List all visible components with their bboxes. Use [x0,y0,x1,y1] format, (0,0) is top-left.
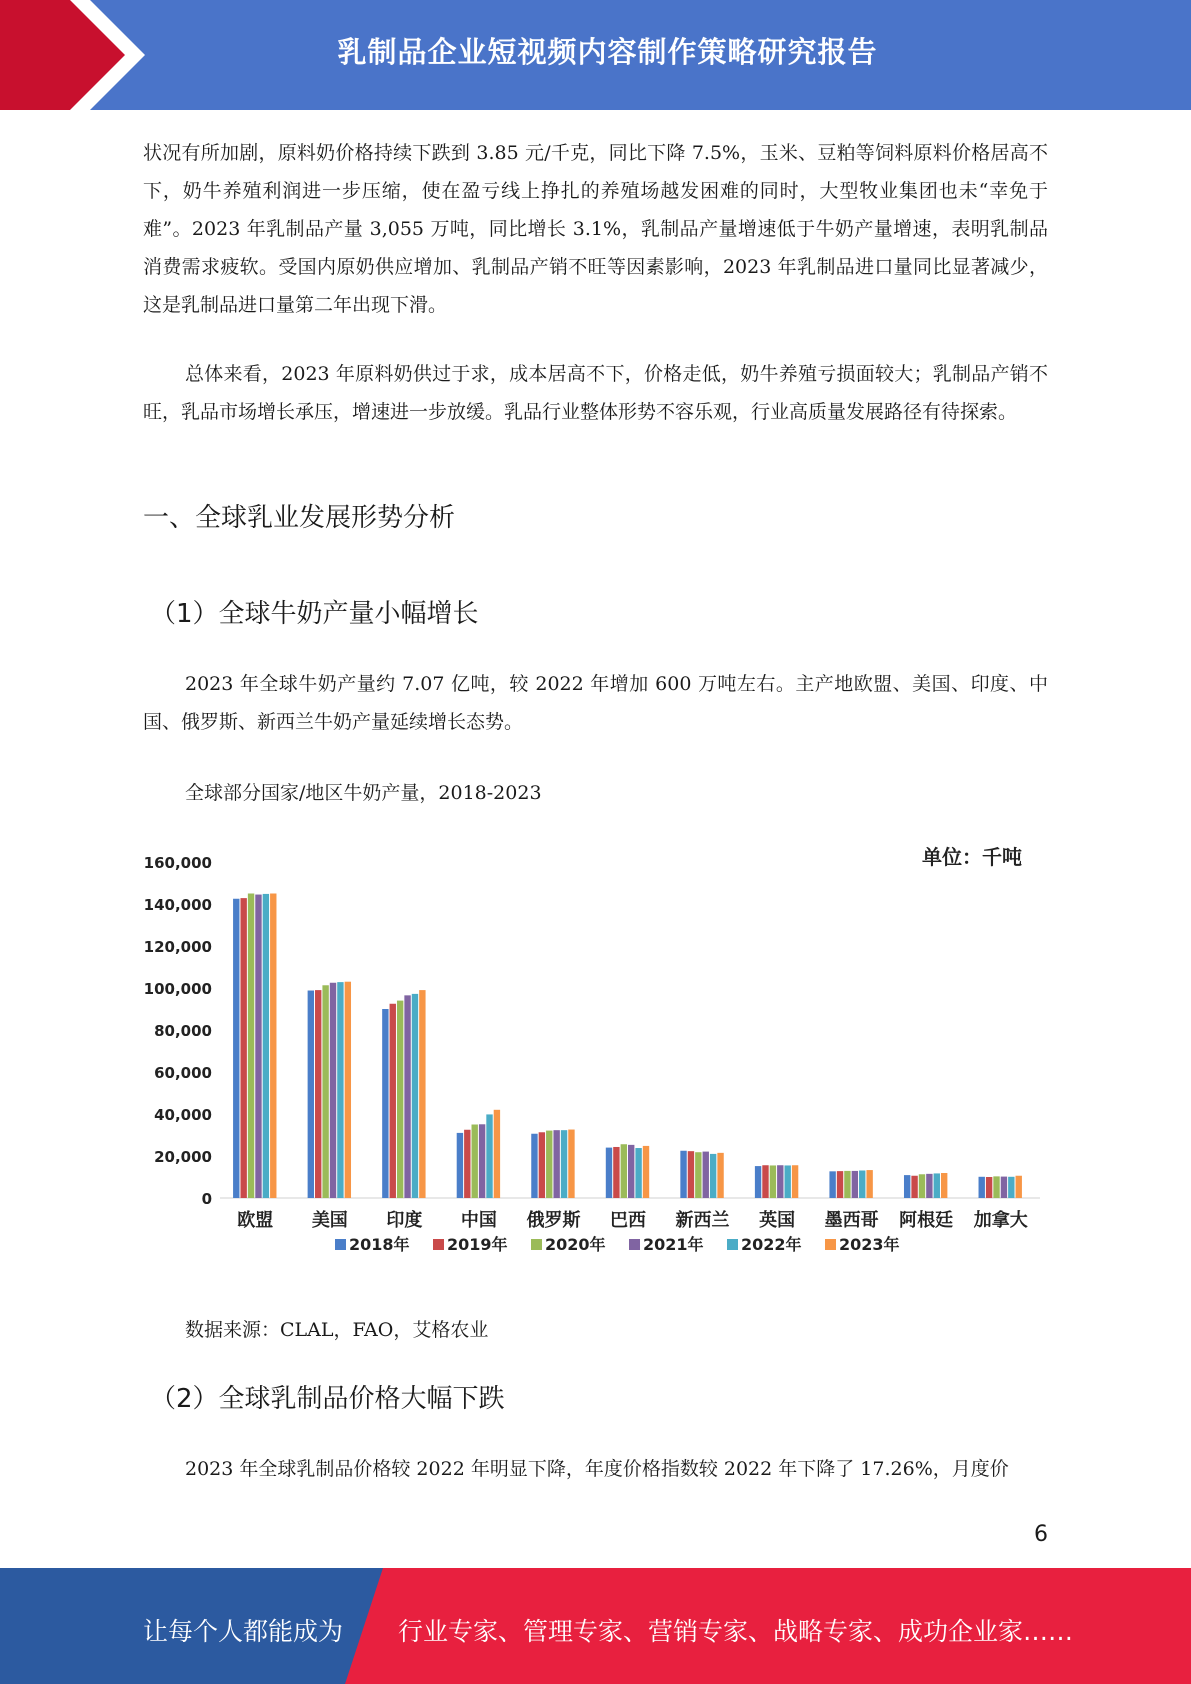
bar [703,1152,709,1198]
legend-swatch [433,1239,444,1250]
y-tick-label: 0 [201,1190,212,1208]
bar [762,1165,768,1198]
legend-label: 2019年 [447,1235,508,1254]
bar [680,1151,686,1198]
bar [546,1131,552,1198]
x-tick-label: 阿根廷 [899,1210,954,1231]
y-tick-label: 100,000 [143,980,212,998]
bar [941,1173,947,1198]
bar [688,1151,694,1198]
bar [859,1170,865,1198]
x-tick-label: 中国 [460,1210,497,1231]
bar [755,1166,761,1198]
chart-unit-label: 单位：千吨 [922,845,1022,869]
bar [926,1174,932,1198]
bar [233,899,239,1198]
bar [315,990,321,1198]
bar [561,1130,567,1198]
bar [1016,1176,1022,1198]
paragraph-3: 2023 年全球牛奶产量约 7.07 亿吨，较 2022 年增加 600 万吨左右。主产地欧盟、美国、印度、中国、俄罗斯、新西兰牛奶产量延续增长态势。 [143,673,1048,733]
bar [1001,1177,1007,1198]
bar [479,1124,485,1198]
y-tick-label: 40,000 [154,1106,212,1124]
bar [539,1132,545,1198]
bar [390,1004,396,1198]
bar [784,1165,790,1198]
legend-swatch [825,1239,836,1250]
bar [457,1133,463,1198]
bar [710,1154,716,1198]
report-header [0,0,1191,110]
bar [248,894,254,1199]
bar [472,1125,478,1199]
legend-swatch [531,1239,542,1250]
bar [419,990,425,1198]
bar [986,1177,992,1198]
chart-caption: 全球部分国家/地区牛奶产量，2018-2023 [185,782,542,804]
bar [308,991,314,1198]
section-heading: 一、全球乳业发展形势分析 [143,503,456,533]
bar [643,1146,649,1198]
milk-production-bar-chart [140,840,1060,1270]
bar [1008,1177,1014,1198]
legend-swatch [629,1239,640,1250]
bar [486,1114,492,1198]
legend-label: 2022年 [741,1235,802,1254]
bar [777,1165,783,1198]
bar [606,1148,612,1198]
legend-label: 2021年 [643,1235,704,1254]
bar [852,1171,858,1198]
bar [613,1147,619,1198]
bar [628,1145,634,1198]
legend-label: 2018年 [349,1235,410,1254]
bar [635,1148,641,1198]
bar [263,894,269,1198]
bar [345,982,351,1198]
legend-label: 2020年 [545,1235,606,1254]
footer-slogan-left: 让每个人都能成为 [143,1617,344,1646]
paragraph-1: 状况有所加剧，原料奶价格持续下跌到 3.85 元/千克，同比下降 7.5%，玉米、豆粕等饲料原料价格居高不下，奶牛养殖利润进一步压缩，使在盈亏线上挣扎的养殖场越发困难的同时，大型牧业集团也未“幸免于难”。2023 年乳制品产量 3,055 万吨，同比增长 3.1%，乳制品产量增速低于牛奶产量增速，表明乳制品消费需求疲软。受国内原奶供应增加、乳制品产销不旺等因素影响，2023 年乳制品进口量同比显著减少，这是乳制品进口量第二年出现下滑。 [143,142,1048,316]
x-tick-label: 新西兰 [675,1210,730,1231]
report-title: 乳制品企业短视频内容制作策略研究报告 [337,35,878,69]
x-tick-label: 欧盟 [237,1210,274,1231]
subsection-heading-2: （2）全球乳制品价格大幅下跌 [150,1384,505,1414]
bar [337,982,343,1198]
bar [621,1144,627,1198]
x-tick-label: 印度 [386,1210,423,1231]
legend-label: 2023年 [839,1235,900,1254]
bar [322,985,328,1198]
y-tick-label: 120,000 [143,938,212,956]
bar [911,1176,917,1198]
bar [934,1173,940,1198]
bar [270,894,276,1199]
bar [695,1152,701,1198]
paragraph-4: 2023 年全球乳制品价格较 2022 年明显下降，年度价格指数较 2022 年下降了 17.26%，月度价 [185,1458,1009,1480]
x-tick-label: 美国 [311,1210,348,1231]
bar [866,1170,872,1198]
bar [553,1130,559,1198]
bar [792,1165,798,1198]
y-tick-label: 140,000 [143,896,212,914]
page-number: 6 [1034,1522,1048,1547]
legend-swatch [335,1239,346,1250]
bar [397,1001,403,1198]
bar [829,1171,835,1198]
bar [993,1176,999,1198]
x-tick-label: 俄罗斯 [526,1210,581,1231]
bar [844,1171,850,1198]
y-tick-label: 20,000 [154,1148,212,1166]
x-tick-label: 英国 [759,1210,796,1231]
bar [837,1171,843,1198]
bar [717,1153,723,1198]
bar [382,1009,388,1198]
paragraph-2: 总体来看，2023 年原料奶供过于求，成本居高不下，价格走低，奶牛养殖亏损面较大；乳制品产销不旺，乳品市场增长承压，增速进一步放缓。乳品行业整体形势不容乐观，行业高质量发展路径有待探索。 [143,363,1048,423]
x-tick-label: 加拿大 [973,1210,1028,1231]
x-tick-label: 墨西哥 [824,1210,879,1231]
bar [412,994,418,1198]
bar [404,995,410,1198]
bar [979,1177,985,1198]
bar [255,895,261,1198]
bar [464,1130,470,1198]
subsection-heading-1: （1）全球牛奶产量小幅增长 [150,599,479,629]
bar [770,1165,776,1198]
x-tick-label: 巴西 [610,1210,646,1231]
y-tick-label: 60,000 [154,1064,212,1082]
bar [494,1110,500,1198]
bar [919,1174,925,1198]
y-tick-label: 80,000 [154,1022,212,1040]
bar [568,1130,574,1198]
footer-slogan-right: 行业专家、管理专家、营销专家、战略专家、成功企业家…… [398,1617,1074,1646]
legend-swatch [727,1239,738,1250]
bar [240,898,246,1198]
bar [904,1175,910,1198]
bar [330,983,336,1198]
data-source: 数据来源：CLAL，FAO，艾格农业 [185,1319,489,1341]
bar [531,1134,537,1198]
y-tick-label: 160,000 [143,854,212,872]
